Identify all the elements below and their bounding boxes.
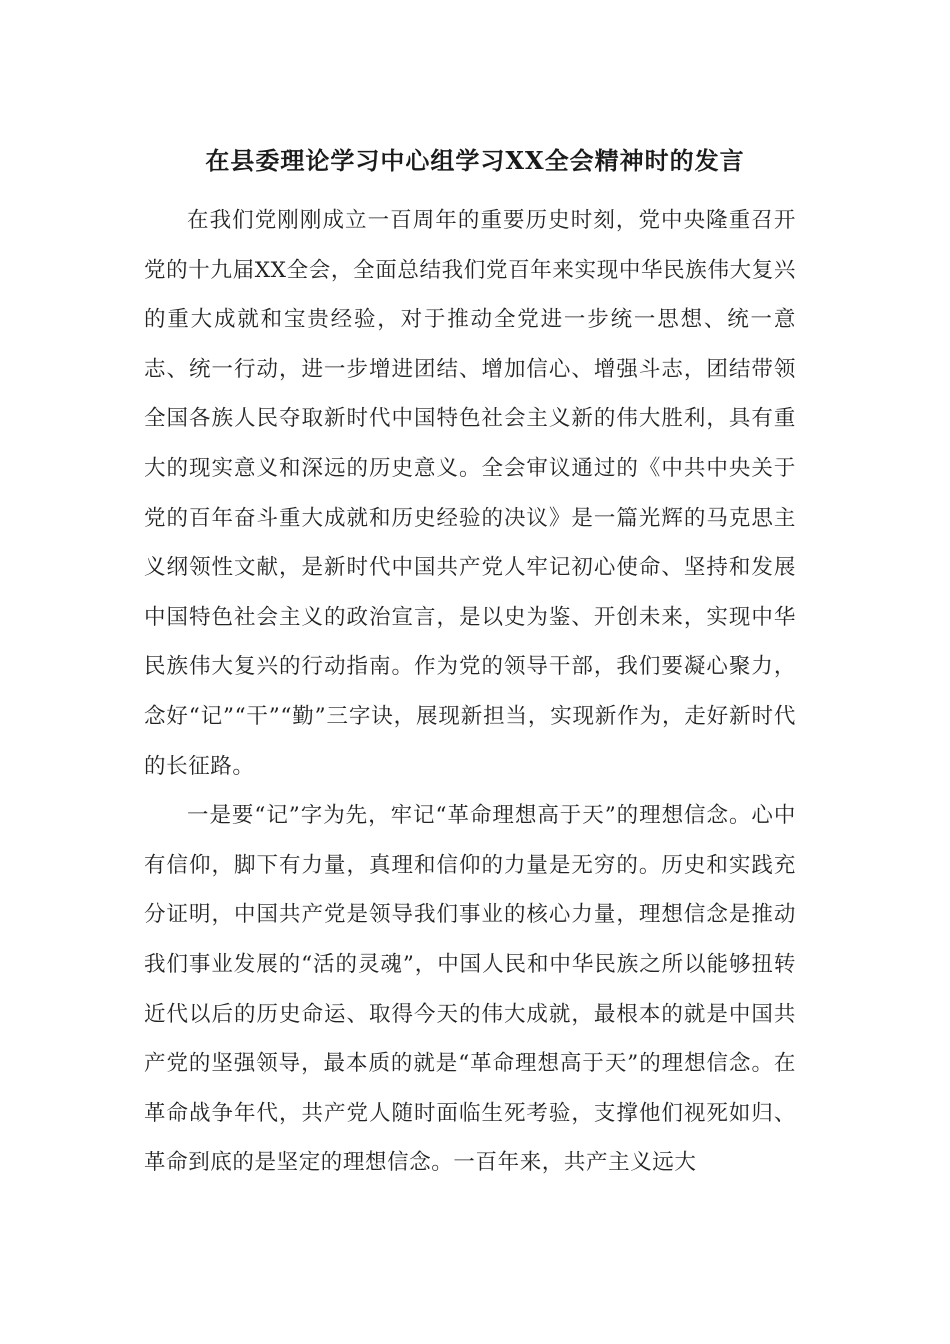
paragraph-intro: 在我们党刚刚成立一百周年的重要历史时刻，党中央隆重召开党的十九届XX全会，全面总结我们党百年来实现中华民族伟大复兴的重大成就和宝贵经验，对于推动全党进一步统一思想、统一意志、统一行动，进一步增进团结、增加信心、增强斗志，团结带领全国各族人民夺取新时代中国特色社会主义新的伟大胜利，具有重大的现实意义和深远的历史意义。全会审议通过的《中共中央关于党的百年奋斗重大成就和历史经验的决议》是一篇光辉的马克思主义纲领性文献，是新时代中国共产党人牢记初心使命、坚持和发展中国特色社会主义的政治宣言，是以史为鉴、开创未来，实现中华民族伟大复兴的行动指南。作为党的领导干部，我们要凝心聚力，念好“记”“干”“勤”三字诀，展现新担当，实现新作为，走好新时代的长征路。 — [144, 208, 796, 779]
document-title: 在县委理论学习中心组学习XX全会精神时的发言 — [205, 146, 745, 175]
paragraph-point-one: 一是要“记”字为先，牢记“革命理想高于天”的理想信念。心中有信仰，脚下有力量，真理和信仰的力量是无穷的。历史和实践充分证明，中国共产党是领导我们事业的核心力量，理想信念是推动我们事业发展的“活的灵魂”，中国人民和中华民族之所以能够扭转近代以后的历史命运、取得今天的伟大成就，最根本的就是中国共产党的坚强领导，最本质的就是“革命理想高于天”的理想信念。在革命战争年代，共产党人随时面临生死考验，支撑他们视死如归、革命到底的是坚定的理想信念。一百年来，共产主义远大 — [144, 803, 796, 1176]
document-body — [144, 196, 796, 1188]
